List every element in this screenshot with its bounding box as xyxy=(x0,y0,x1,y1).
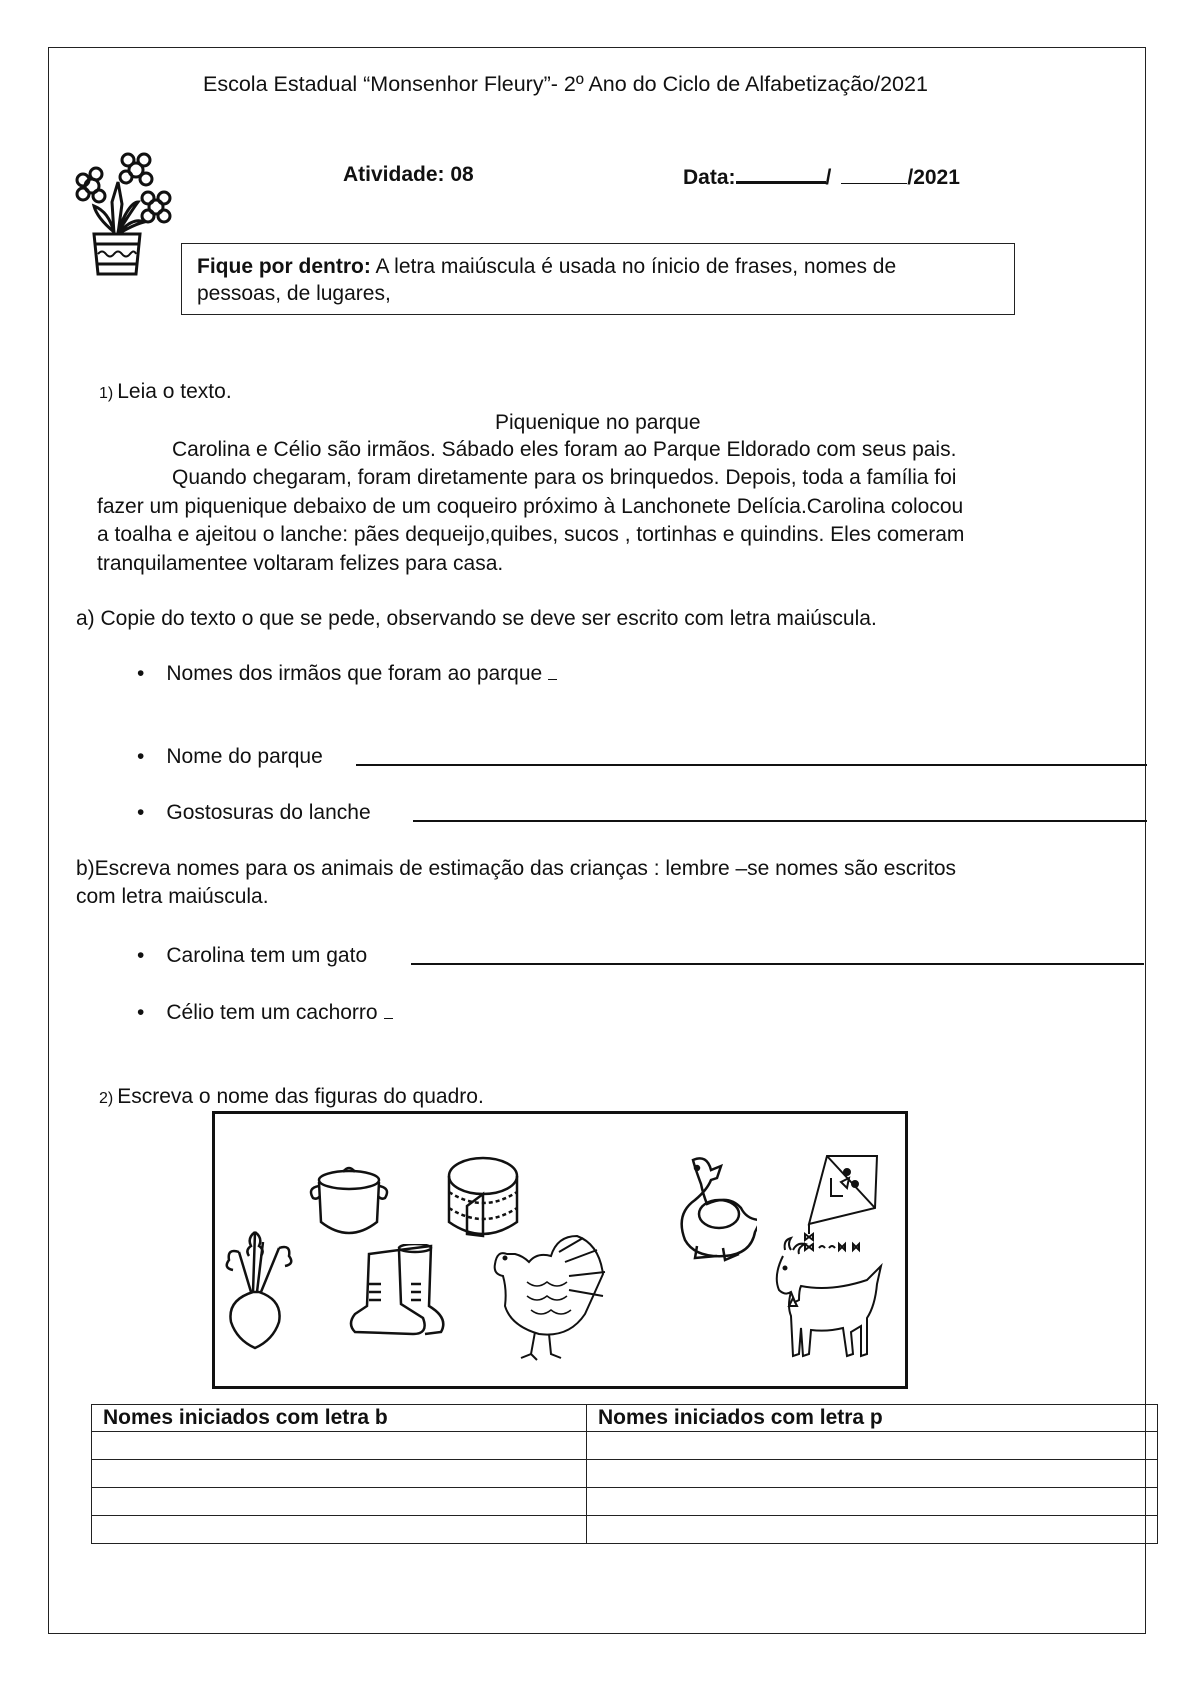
bullet-icon: • xyxy=(137,662,145,685)
question2-number: 2) xyxy=(99,1090,114,1107)
list-item xyxy=(137,744,323,770)
story-paragraph-1: Carolina e Célio são irmãos. Sábado eles foram ao Parque Eldorado com seus pais. xyxy=(172,438,957,461)
item-label: Nomes dos irmãos que foram ao parque xyxy=(166,662,543,685)
story-paragraph-2-line2: fazer um piquenique debaixo de um coqueiro próximo à Lanchonete Delícia.Carolina colocou xyxy=(97,495,964,518)
cake-icon xyxy=(443,1154,523,1244)
tip-box xyxy=(181,243,1015,315)
table-header-row xyxy=(92,1405,1158,1432)
part-b-instruction-line2: com letra maiúscula. xyxy=(76,885,269,908)
table-cell-p[interactable] xyxy=(587,1460,1158,1488)
story-paragraph-2-line4: tranquilamentee voltaram felizes para casa. xyxy=(97,552,504,575)
tip-text-line2: pessoas, de lugares, xyxy=(197,282,391,305)
tip-label: Fique por dentro: xyxy=(197,255,371,278)
list-item xyxy=(137,943,367,969)
tip-text: A letra maiúscula é usada no ínicio de frases, nomes de xyxy=(370,255,897,278)
table-cell-b[interactable] xyxy=(92,1460,587,1488)
part-b-instruction-line1: b)Escreva nomes para os animais de estimação das crianças : lembre –se nomes são escritos xyxy=(76,857,957,880)
question1-number: 1) xyxy=(99,385,114,402)
story-paragraph-2-line1: Quando chegaram, foram diretamente para os brinquedos. Depois, toda a família foi xyxy=(172,466,957,489)
item-label: Nome do parque xyxy=(166,745,323,768)
question1-heading xyxy=(99,379,232,407)
school-title: Escola Estadual “Monsenhor Fleury”- 2º Ano do Ciclo de Alfabetização/2021 xyxy=(203,72,928,96)
answer-blank[interactable] xyxy=(384,1002,393,1019)
date-year: /2021 xyxy=(907,166,960,189)
date-label: Data: xyxy=(683,166,736,189)
item-label: Carolina tem um gato xyxy=(166,944,368,967)
question1-instruction: Leia o texto. xyxy=(117,380,232,403)
table-cell-p[interactable] xyxy=(587,1432,1158,1460)
column-header-letter-b: Nomes iniciados com letra b xyxy=(92,1405,587,1432)
pot-icon xyxy=(309,1162,389,1240)
table-cell-b[interactable] xyxy=(92,1516,587,1544)
bullet-icon: • xyxy=(137,745,145,768)
list-item xyxy=(137,800,371,826)
table-row xyxy=(92,1432,1158,1460)
part-a-instruction: a) Copie do texto o que se pede, observando se deve ser escrito com letra maiúscula. xyxy=(76,607,877,630)
table-row xyxy=(92,1488,1158,1516)
answer-line-cat-name[interactable] xyxy=(411,963,1144,965)
activity-number: Atividade: 08 xyxy=(343,163,474,186)
table-cell-b[interactable] xyxy=(92,1488,587,1516)
duck-icon xyxy=(667,1154,757,1264)
flower-pot-icon xyxy=(66,152,176,278)
table-row xyxy=(92,1460,1158,1488)
list-item xyxy=(137,1000,393,1026)
question2-instruction: Escreva o nome das figuras do quadro. xyxy=(117,1085,484,1108)
turkey-icon xyxy=(487,1232,617,1362)
list-item xyxy=(137,661,557,687)
date-separator: / xyxy=(825,166,832,189)
goat-icon xyxy=(771,1236,891,1362)
table-cell-p[interactable] xyxy=(587,1488,1158,1516)
item-label: Gostosuras do lanche xyxy=(166,801,371,824)
column-header-letter-p: Nomes iniciados com letra p xyxy=(587,1405,1158,1432)
table-row xyxy=(92,1516,1158,1544)
table-cell-p[interactable] xyxy=(587,1516,1158,1544)
bullet-icon: • xyxy=(137,1001,145,1024)
bullet-icon: • xyxy=(137,944,145,967)
bullet-icon: • xyxy=(137,801,145,824)
question2-heading xyxy=(99,1084,484,1112)
story-title: Piquenique no parque xyxy=(495,411,701,434)
table-cell-b[interactable] xyxy=(92,1432,587,1460)
date-day-blank[interactable] xyxy=(736,163,826,184)
pictures-box xyxy=(212,1111,908,1389)
names-table xyxy=(91,1404,1158,1544)
answer-blank[interactable] xyxy=(548,663,557,680)
item-label: Célio tem um cachorro xyxy=(166,1001,378,1024)
boots-icon xyxy=(345,1244,455,1340)
beet-icon xyxy=(225,1222,295,1352)
answer-line-park-name[interactable] xyxy=(356,764,1147,766)
date-field xyxy=(683,163,960,190)
story-paragraph-2-line3: a toalha e ajeitou o lanche: pães dequeijo,quibes, sucos , tortinhas e quindins. Eles comeram xyxy=(97,523,965,546)
answer-line-snacks[interactable] xyxy=(413,820,1147,822)
date-month-blank[interactable] xyxy=(841,165,907,184)
